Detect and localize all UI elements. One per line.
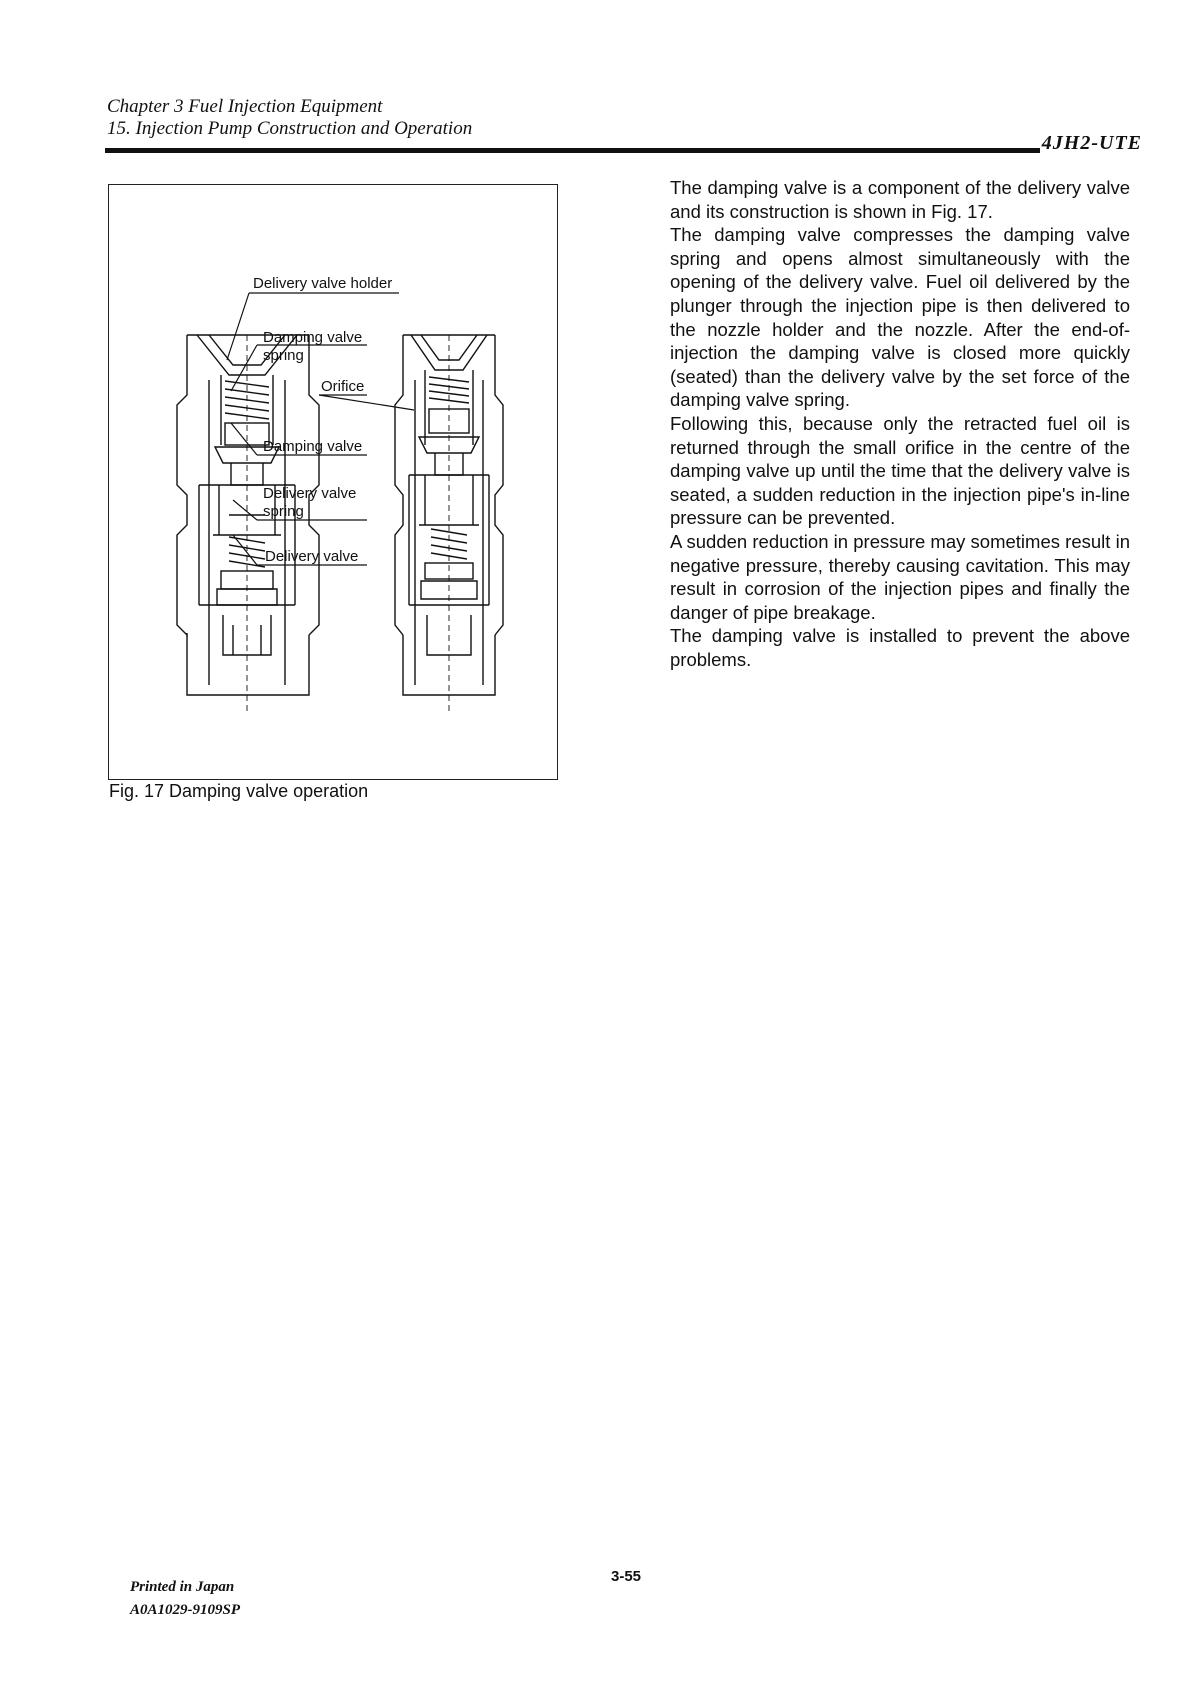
label-delivery-valve: Delivery valve xyxy=(265,548,359,565)
label-damping-valve-spring-1: Damping valve xyxy=(263,329,363,346)
figure-frame xyxy=(108,184,558,780)
body-paragraph: A sudden reduction in pressure may sometimes result in negative pressure, thereby causing cavitation. This may result in corrosion of the injection pipes and finally the danger of pipe breakage. xyxy=(670,530,1130,623)
label-damping-valve: Damping valve xyxy=(263,438,363,455)
figure-caption: Fig. 17 Damping valve operation xyxy=(109,781,369,801)
page-number: 3-55 xyxy=(611,1568,642,1585)
label-delivery-valve-spring-2: spring xyxy=(263,503,304,520)
label-damping-valve-spring-2: spring xyxy=(263,347,304,364)
body-paragraph: The damping valve is installed to prevent the above problems. xyxy=(670,625,1130,670)
body-text xyxy=(670,176,1130,671)
right-valve-assembly xyxy=(395,335,503,715)
body-paragraph: The damping valve is a component of the delivery valve and its construction is shown in Fig. 17. xyxy=(670,177,1130,222)
header-section: 15. Injection Pump Construction and Operation xyxy=(107,118,473,139)
label-orifice: Orifice xyxy=(321,378,365,395)
header-model: 4JH2-UTE xyxy=(1041,132,1142,154)
body-paragraph: Following this, because only the retracted fuel oil is returned through the small orifice in the centre of the damping valve up until the time that the delivery valve is seated, a sudden reduction in the injection pipe's in-line pressure can be prevented. xyxy=(670,412,1130,529)
header-chapter: Chapter 3 Fuel Injection Equipment xyxy=(107,96,383,117)
label-delivery-valve-spring-1: Delivery valve xyxy=(263,485,357,502)
footer-code: A0A1029-9109SP xyxy=(130,1602,241,1618)
header-rule xyxy=(105,148,1040,153)
body-paragraph: The damping valve compresses the damping valve spring and opens almost simultaneously with the opening of the delivery valve. Fuel oil delivered by the plunger through the injection pipe is then delivered to the nozzle holder and the nozzle. After the end-of-injection the damping valve is closed more quickly (seated) than the delivery valve by the set force of the damping valve spring. xyxy=(670,224,1130,411)
footer-printed: Printed in Japan xyxy=(130,1579,235,1595)
label-delivery-valve-holder: Delivery valve holder xyxy=(253,275,393,292)
